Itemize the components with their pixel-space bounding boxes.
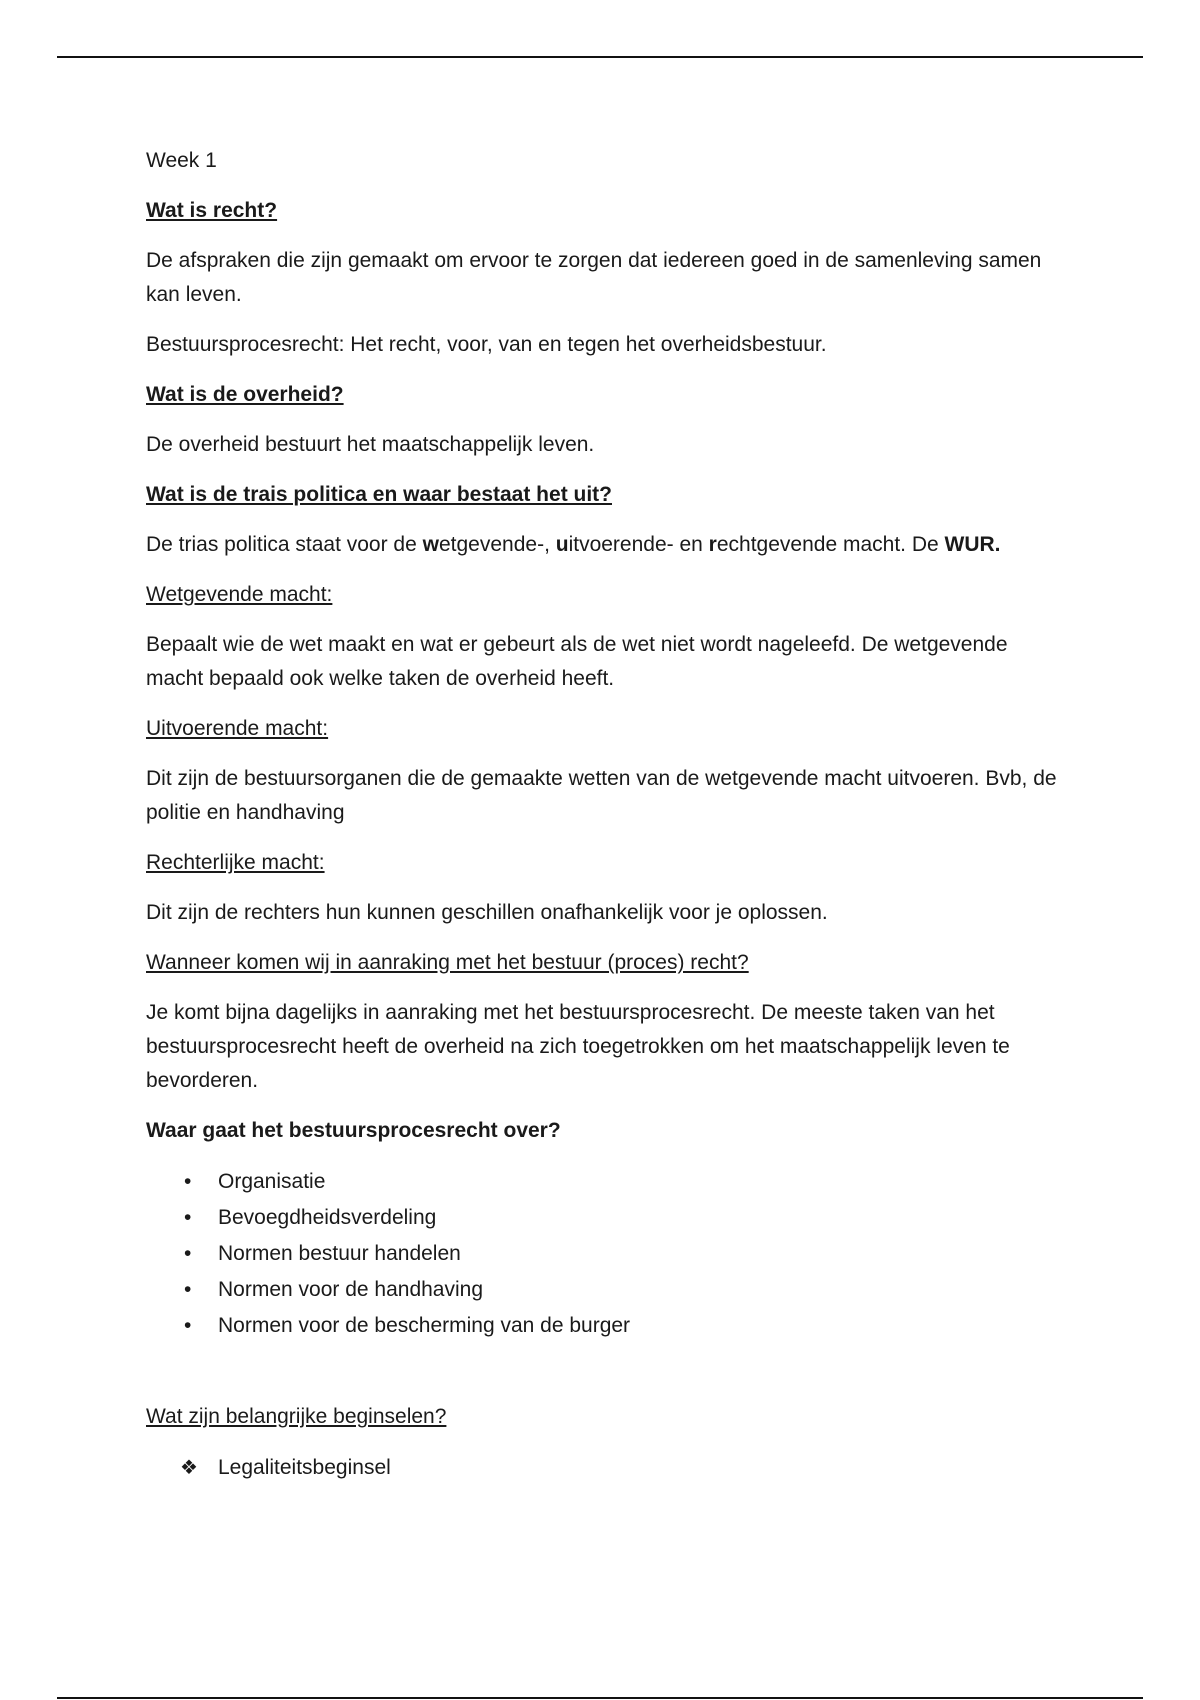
- bold-letter: w: [422, 533, 439, 556]
- bullet-icon: •: [184, 1206, 192, 1229]
- list-item-label: Normen voor de bescherming van de burger: [218, 1314, 631, 1337]
- paragraph-overheid: De overheid bestuurt het maatschappelijk leven.: [146, 433, 595, 456]
- paragraph-trias-politica: [146, 528, 1066, 562]
- paragraph-bestuursprocesrecht: Bestuursprocesrecht: Het recht, voor, van en tegen het overheidsbestuur.: [146, 333, 827, 356]
- list-item: [184, 1164, 1066, 1200]
- paragraph-rechterlijke-macht: Dit zijn de rechters hun kunnen geschillen onafhankelijk voor je oplossen.: [146, 901, 828, 924]
- list-item: [180, 1450, 1066, 1486]
- subheading-aanraking: Wanneer komen wij in aanraking met het bestuur (proces) recht?: [146, 951, 749, 974]
- bullet-icon: •: [184, 1170, 192, 1193]
- subheading-rechterlijke-macht: Rechterlijke macht:: [146, 851, 325, 874]
- footer-rule: [57, 1697, 1143, 1699]
- bullet-icon: •: [184, 1242, 192, 1265]
- text-segment: itvoerende- en: [568, 533, 709, 556]
- heading-overheid: Wat is de overheid?: [146, 383, 344, 406]
- heading-wat-is-recht: Wat is recht?: [146, 199, 278, 222]
- list-item-label: Legaliteitsbeginsel: [218, 1456, 391, 1479]
- paragraph-uitvoerende-macht: Dit zijn de bestuursorganen die de gemaakte wetten van de wetgevende macht uitvoeren. Bvb, de politie en handhaving: [146, 767, 1057, 824]
- list-item: [184, 1200, 1066, 1236]
- bullet-icon: •: [184, 1314, 192, 1337]
- bullet-icon: •: [184, 1278, 192, 1301]
- paragraph-aanraking: Je komt bijna dagelijks in aanraking met het bestuursprocesrecht. De meeste taken van het bestuursprocesrecht heeft de overheid na zich toegetrokken om het maatschappelijk leven te bevorderen.: [146, 1001, 1010, 1092]
- list-item-label: Normen voor de handhaving: [218, 1278, 484, 1301]
- bold-acronym: WUR.: [944, 533, 1001, 556]
- bold-letter: r: [708, 533, 717, 556]
- list-item-label: Organisatie: [218, 1170, 326, 1193]
- heading-waar-gaat-het-over: Waar gaat het bestuursprocesrecht over?: [146, 1119, 561, 1142]
- diamond-bullet-icon: ❖: [180, 1457, 198, 1479]
- list-item-label: Normen bestuur handelen: [218, 1242, 461, 1265]
- document-page: [146, 144, 1066, 1486]
- paragraph-wetgevende-macht: Bepaalt wie de wet maakt en wat er gebeurt als de wet niet wordt nageleefd. De wetgevende macht bepaald ook welke taken de overheid heeft.: [146, 633, 1008, 690]
- header-rule: [57, 56, 1143, 58]
- heading-trias-politica: Wat is de trais politica en waar bestaat het uit?: [146, 483, 612, 506]
- spacer: [146, 1344, 1066, 1400]
- principles-list: [146, 1450, 1066, 1486]
- text-segment: etgevende-,: [438, 533, 556, 556]
- subheading-beginselen: Wat zijn belangrijke beginselen?: [146, 1405, 447, 1428]
- list-item: [184, 1308, 1066, 1344]
- text-segment: De trias politica staat voor de: [146, 533, 423, 556]
- bold-letter: u: [555, 533, 569, 556]
- list-item-label: Bevoegdheidsverdeling: [218, 1206, 437, 1229]
- subheading-uitvoerende-macht: Uitvoerende macht:: [146, 717, 329, 740]
- paragraph-recht: De afspraken die zijn gemaakt om ervoor te zorgen dat iedereen goed in de samenleving samen kan leven.: [146, 249, 1042, 306]
- list-item: [184, 1236, 1066, 1272]
- list-item: [184, 1272, 1066, 1308]
- topics-list: [146, 1164, 1066, 1344]
- week-label: Week 1: [146, 149, 217, 172]
- subheading-wetgevende-macht: Wetgevende macht:: [146, 583, 333, 606]
- text-segment: echtgevende macht. De: [716, 533, 945, 556]
